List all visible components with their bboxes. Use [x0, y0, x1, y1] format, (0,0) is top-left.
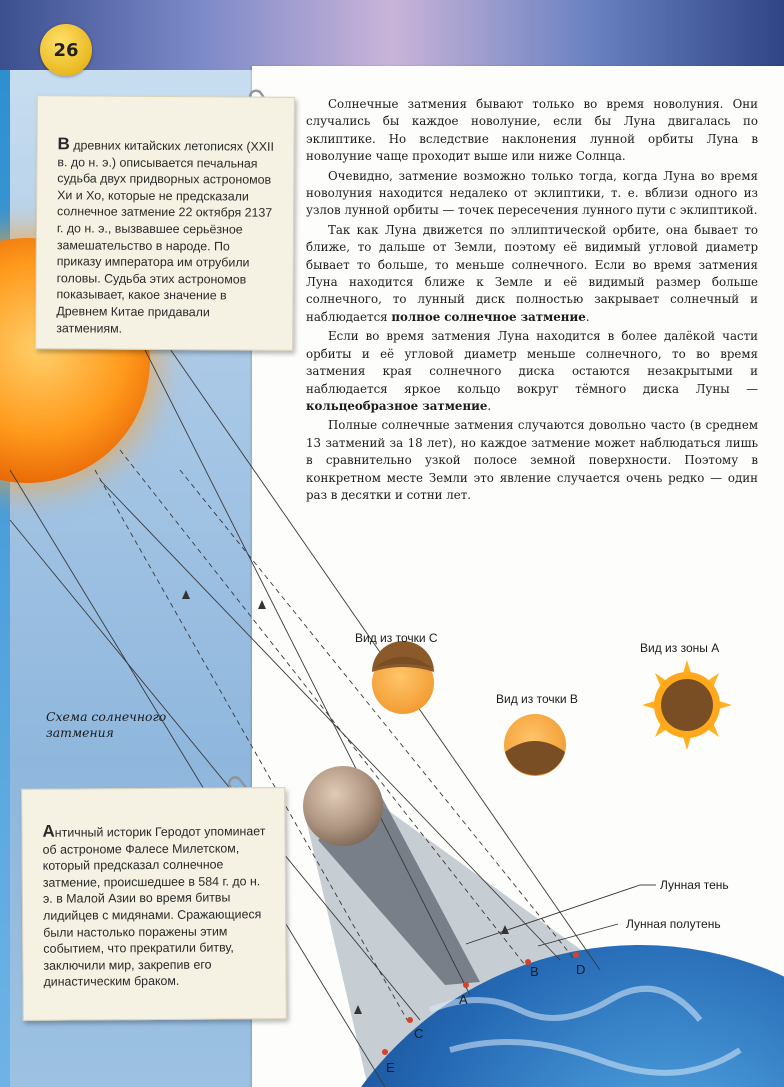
paragraph-text: Если во время затмения Луна находится в более далёкой части орбиты и её угловой диаметр меньше солнечного, то во время затмения края солнечного диска остаются незакрытыми и наблюдается яркое кольцо вокруг тёмного диска Луны — [306, 329, 758, 396]
view-b-disk [504, 714, 566, 776]
main-text [306, 96, 758, 506]
view-a-label: Вид из зоны А [640, 641, 720, 655]
umbra-label: Лунная тень [660, 878, 729, 892]
paragraph [306, 328, 758, 415]
page-number: 26 [40, 24, 92, 76]
point-c-label: C [414, 1026, 424, 1041]
paragraph: Очевидно, затмение возможно только тогда, когда Луна во время новолуния находится недалеко от эклиптики, т. е. вблизи одного из узлов лунной орбиты — точек пересечения лунного пути с эклиптикой. [306, 168, 758, 218]
note-dropcap: В [57, 134, 70, 154]
note-dropcap: А [42, 821, 55, 841]
point-b-label: B [530, 964, 539, 979]
paragraph-text: . [585, 309, 590, 324]
term-total-eclipse: полное солнечное затмение [391, 309, 586, 324]
diagram-caption: Схема солнечного затмения [46, 709, 167, 740]
note-body: нтичный историк Геродот упоминает об астрономе Фалесе Милетском, который предсказал солнечное затмение, происшедшее в 584 г. до н. э. в Малой Азии во время битвы лидийцев с мидянами. Сражающиеся были настолько поражены этим событием, что прекратили битву, заключили мир, закрепив его династическим браком. [42, 824, 266, 990]
moon-sphere [303, 766, 383, 846]
point-d-label: D [576, 962, 586, 977]
point-a-label: A [459, 992, 468, 1007]
history-note-china [35, 95, 295, 351]
note-body: древних китайских летописях (XXII в. до н. э.) описывается печальная судьба двух придворных астрономов Хи и Хо, которые не предсказали солнечное затмение 22 октября 2137 г. до н. э., вызвавшее серьёзное замешательство в народе. По приказу императора им отрубили головы. Судьба этих астрономов показывает, какое значение в Древнем Китае придавали затмениям. [56, 138, 275, 336]
paragraph [306, 222, 758, 326]
paragraph-text: . [487, 398, 492, 413]
penumbra-label: Лунная полутень [626, 917, 721, 931]
history-note-herodotus [21, 787, 287, 1021]
term-annular-eclipse: кольцеобразное затмение [306, 398, 488, 413]
paragraph: Полные солнечные затмения случаются довольно часто (в среднем 13 затмений за 18 лет), но каждое затмение может наблюдаться лишь в сравнительно узкой полосе земной поверхности. Поэтому в конкретном месте Земли это явление случается очень редко — один раз в десятки и сотни лет. [306, 418, 758, 502]
paragraph: Солнечные затмения бывают только во время новолуния. Они случались бы каждое новолуние, если бы Луна двигалась по эклиптике. Но вследствие наклонения лунной орбиты Луна в новолуние чаще проходит выше или ниже Солнца. [306, 97, 758, 164]
view-c-disk [372, 641, 434, 714]
view-b-label: Вид из точки В [496, 692, 578, 706]
note-text [42, 822, 269, 991]
paragraph-text: Так как Луна движется по эллиптической орбите, она бывает то ближе, то дальше от Земли, поэтому её видимый угловой диаметр бывает то больше, то меньше солнечного. Если во время затмения Луна находится ближе к Земле и её видимый размер больше солнечного, то лунный диск полностью закрывает солнечный и наблюдается [306, 222, 758, 324]
view-c-label: Вид из точки С [355, 631, 438, 645]
point-e-label: E [386, 1060, 395, 1075]
view-a-corona [642, 660, 732, 750]
note-text [56, 136, 277, 338]
